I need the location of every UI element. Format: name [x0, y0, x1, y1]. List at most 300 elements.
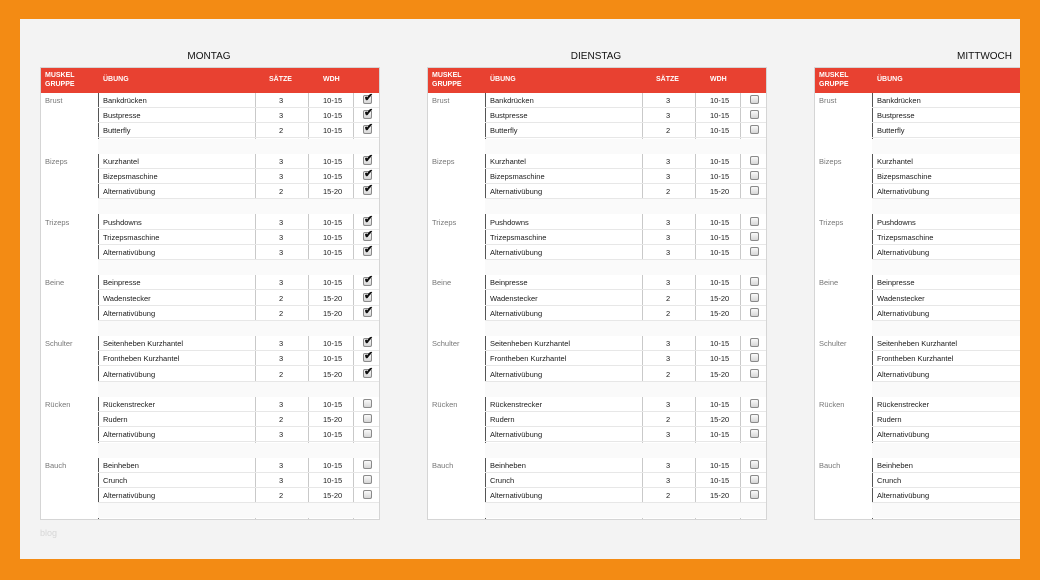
exercise-name: Trizepsmaschine: [490, 232, 547, 242]
checkbox-checked[interactable]: [363, 365, 374, 378]
checkbox-unchecked[interactable]: [750, 338, 759, 347]
reps-value: 10-15: [323, 430, 343, 440]
reps-value: 10-15: [710, 96, 730, 105]
exercise-name: Bankdrücken: [103, 96, 147, 105]
table-row: [872, 291, 1020, 306]
sets-value: 3: [666, 476, 671, 485]
exercise-name: Alternativübung: [877, 248, 930, 257]
header-wdh: WDH: [710, 76, 727, 83]
sets-value: 3: [666, 354, 671, 364]
table-row: [485, 367, 766, 382]
day-panel-dienstag: [427, 49, 765, 529]
exercise-name: Beinheben: [103, 460, 139, 470]
spacer-row: [872, 443, 1020, 458]
day-panel-mittwoch: [814, 49, 1020, 529]
reps-value: 10-15: [710, 278, 730, 288]
table-row: [98, 397, 379, 412]
sets-value: 2: [279, 126, 284, 136]
table-row: [98, 123, 379, 138]
checkbox-unchecked[interactable]: [750, 399, 759, 408]
reps-value: 10-15: [323, 339, 343, 349]
table-row: [98, 245, 379, 260]
table-row: [98, 275, 379, 290]
reps-value: 10-15: [710, 232, 730, 242]
exercise-name: Kurzhantel: [490, 156, 526, 166]
checkbox-unchecked[interactable]: [750, 110, 759, 119]
checkmark-icon: ✔: [364, 365, 374, 378]
table-row: [98, 473, 379, 488]
exercise-name: Rudern: [877, 415, 902, 425]
exercise-name: Alternativübung: [490, 430, 543, 440]
table-row: [98, 215, 379, 230]
table-row: [872, 108, 1020, 123]
workout-table: [814, 67, 1020, 520]
reps-value: 10-15: [710, 248, 730, 257]
reps-value: 10-15: [323, 172, 343, 181]
checkmark-icon: ✔: [364, 335, 374, 348]
muscle-group-label: Trizeps: [819, 217, 844, 227]
exercise-name: Crunch: [103, 476, 128, 485]
workout-table: [40, 67, 380, 520]
checkbox-checked[interactable]: [363, 274, 374, 287]
reps-value: 10-15: [710, 156, 730, 166]
spacer-row: [98, 503, 379, 518]
muscle-group-label: Bauch: [432, 460, 454, 470]
checkbox-checked[interactable]: [363, 289, 374, 302]
exercise-name: Pushdowns: [877, 217, 916, 227]
spacer-row: [485, 382, 766, 397]
training-plan-sheet: [20, 19, 1020, 559]
header-uebung: ÜBUNG: [103, 76, 129, 83]
sets-value: 2: [666, 369, 671, 379]
table-row: [485, 351, 766, 366]
checkbox-unchecked[interactable]: [750, 156, 759, 165]
muscle-group-label: Bauch: [45, 460, 67, 470]
table-row: [485, 215, 766, 230]
spacer-row: [485, 199, 766, 214]
exercise-name: Alternativübung: [103, 308, 156, 318]
muscle-group-label: Trizeps: [432, 217, 457, 227]
exercise-name: Beinpresse: [490, 278, 528, 288]
spacer-row: [98, 443, 379, 458]
reps-value: 15-20: [323, 293, 343, 303]
table-row: [98, 367, 379, 382]
checkmark-icon: ✔: [364, 92, 374, 104]
sets-value: 3: [279, 400, 284, 409]
table-row: [872, 230, 1020, 245]
sets-value: 3: [666, 248, 671, 257]
table-row: [98, 412, 379, 427]
sets-value: 3: [279, 156, 284, 166]
checkbox-unchecked[interactable]: [750, 293, 759, 302]
checkmark-icon: ✔: [364, 350, 374, 363]
sets-value: 2: [666, 293, 671, 303]
exercise-name: Bustpresse: [877, 111, 915, 121]
exercise-name: Seitenheben Kurzhantel: [877, 339, 958, 349]
sets-value: 3: [666, 156, 671, 166]
table-row: [485, 412, 766, 427]
reps-value: 10-15: [710, 339, 730, 349]
reps-value: 10-15: [710, 460, 730, 470]
muscle-group-label: Rücken: [819, 400, 845, 409]
sets-value: 2: [666, 308, 671, 318]
exercise-name: Butterfly: [490, 126, 518, 136]
spacer-row: [98, 260, 379, 275]
checkbox-unchecked[interactable]: [750, 232, 759, 241]
exercise-name: Kurzhantel: [877, 156, 913, 166]
exercise-name: Wadenstecker: [103, 293, 151, 303]
exercise-name: Alternativübung: [877, 430, 930, 440]
checkbox-unchecked[interactable]: [750, 460, 759, 469]
checkmark-icon: ✔: [364, 152, 374, 165]
checkbox-checked[interactable]: [363, 122, 374, 135]
checkbox-checked[interactable]: [363, 213, 374, 226]
muscle-group-label: Bizeps: [819, 156, 842, 166]
table-row: [485, 184, 766, 199]
table-row: [98, 184, 379, 199]
spacer-row: [98, 382, 379, 397]
checkbox-checked[interactable]: [363, 152, 374, 165]
reps-value: 10-15: [323, 354, 343, 364]
table-row: [485, 336, 766, 351]
table-row: [98, 108, 379, 123]
reps-value: 10-15: [323, 460, 343, 470]
spacer-row: [485, 139, 766, 154]
sets-value: 2: [279, 415, 284, 425]
checkbox-unchecked[interactable]: [363, 490, 372, 499]
table-row: [485, 230, 766, 245]
sets-value: 3: [666, 460, 671, 470]
exercise-name: Rückenstrecker: [877, 400, 930, 409]
sets-value: 3: [666, 217, 671, 227]
exercise-name: Bizepsmaschine: [103, 172, 158, 181]
table-row: [872, 412, 1020, 427]
muscle-group-label: Schulter: [45, 339, 73, 349]
sets-value: 2: [279, 491, 284, 501]
checkbox-checked[interactable]: [363, 168, 374, 180]
exercise-name: Beinheben: [490, 460, 526, 470]
muscle-group-label: Trizeps: [45, 217, 70, 227]
exercise-name: Pushdowns: [490, 217, 529, 227]
spacer-row: [485, 260, 766, 275]
day-title: MITTWOCH: [957, 51, 1012, 62]
checkbox-unchecked[interactable]: [363, 475, 372, 484]
exercise-name: Bustpresse: [490, 111, 528, 121]
sets-value: 2: [666, 491, 671, 501]
checkbox-unchecked[interactable]: [363, 460, 372, 469]
exercise-name: Alternativübung: [877, 369, 930, 379]
checkbox-unchecked[interactable]: [363, 429, 372, 438]
muscle-group-label: Bauch: [819, 460, 841, 470]
sets-value: 3: [279, 430, 284, 440]
table-row: [98, 351, 379, 366]
table-row: [485, 306, 766, 321]
header-muskelgruppe-line2: GRUPPE: [432, 81, 462, 88]
checkbox-unchecked[interactable]: [750, 369, 759, 378]
reps-value: 10-15: [323, 476, 343, 485]
exercise-name: Wadenstecker: [877, 293, 925, 303]
exercise-name: Frontheben Kurzhantel: [877, 354, 954, 364]
table-row: [98, 336, 379, 351]
checkmark-icon: ✔: [364, 304, 374, 317]
exercise-name: Alternativübung: [877, 491, 930, 501]
exercise-name: Wadenstecker: [490, 293, 538, 303]
muscle-group-label: Bizeps: [432, 156, 455, 166]
exercise-name: Alternativübung: [103, 430, 156, 440]
exercise-name: Alternativübung: [490, 248, 543, 257]
table-row: [98, 427, 379, 442]
table-row: [872, 123, 1020, 138]
sets-value: 3: [666, 400, 671, 409]
checkbox-unchecked[interactable]: [750, 186, 759, 195]
reps-value: 15-20: [323, 491, 343, 501]
sets-value: 3: [666, 430, 671, 440]
reps-value: 10-15: [710, 430, 730, 440]
sets-value: 3: [279, 217, 284, 227]
table-row: [872, 154, 1020, 169]
sets-value: 3: [279, 111, 284, 121]
checkbox-unchecked[interactable]: [750, 429, 759, 438]
reps-value: 10-15: [323, 156, 343, 166]
exercise-name: Crunch: [877, 476, 902, 485]
exercise-name: Seitenheben Kurzhantel: [103, 339, 184, 349]
checkmark-icon: ✔: [364, 107, 374, 120]
reps-value: 15-20: [710, 187, 730, 197]
exercise-name: Trizepsmaschine: [103, 232, 160, 242]
exercise-name: Alternativübung: [103, 491, 156, 501]
sets-value: 3: [279, 476, 284, 485]
exercise-name: Beinpresse: [877, 278, 915, 288]
spacer-row: [872, 139, 1020, 154]
table-row: [872, 169, 1020, 184]
table-row: [872, 215, 1020, 230]
header-uebung: ÜBUNG: [490, 76, 516, 83]
exercise-name: Kurzhantel: [103, 156, 139, 166]
exercise-name: Alternativübung: [877, 187, 930, 197]
sets-value: 2: [279, 369, 284, 379]
spacer-row: [872, 503, 1020, 518]
muscle-group-label: Schulter: [432, 339, 460, 349]
muscle-group-label: Bizeps: [45, 156, 68, 166]
header-muskelgruppe-line2: GRUPPE: [819, 81, 849, 88]
workout-table: [427, 67, 767, 520]
checkbox-unchecked[interactable]: [750, 475, 759, 484]
table-row: [485, 488, 766, 503]
checkmark-icon: ✔: [364, 228, 374, 241]
checkbox-unchecked[interactable]: [750, 353, 759, 362]
exercise-name: Alternativübung: [490, 308, 543, 318]
muscle-group-label: Rücken: [45, 400, 71, 409]
sets-value: 2: [666, 415, 671, 425]
exercise-name: Bizepsmaschine: [877, 172, 932, 181]
checkbox-checked[interactable]: [363, 92, 374, 104]
exercise-name: Butterfly: [877, 126, 905, 136]
table-row: [485, 93, 766, 108]
exercise-name: Trizepsmaschine: [877, 232, 934, 242]
header-saetze: SÄTZE: [656, 76, 679, 83]
reps-value: 10-15: [323, 96, 343, 105]
checkbox-unchecked[interactable]: [363, 414, 372, 423]
reps-value: 10-15: [323, 217, 343, 227]
reps-value: 15-20: [710, 491, 730, 501]
checkbox-checked[interactable]: [363, 183, 374, 196]
spacer-row: [98, 139, 379, 154]
reps-value: 10-15: [710, 354, 730, 364]
muscle-group-label: Beine: [432, 278, 452, 288]
table-row: [485, 154, 766, 169]
sets-value: 2: [666, 187, 671, 197]
spacer-row: [872, 260, 1020, 275]
reps-value: 10-15: [323, 126, 343, 136]
reps-value: 15-20: [323, 369, 343, 379]
table-row: [872, 184, 1020, 199]
table-row: [485, 275, 766, 290]
exercise-name: Butterfly: [103, 126, 131, 136]
table-row: [872, 473, 1020, 488]
table-header: [815, 68, 1020, 93]
checkbox-unchecked[interactable]: [750, 277, 759, 286]
exercise-name: Rückenstrecker: [103, 400, 156, 409]
exercise-name: Alternativübung: [490, 491, 543, 501]
checkmark-icon: ✔: [364, 168, 374, 180]
header-uebung: ÜBUNG: [877, 76, 903, 83]
table-row: [872, 306, 1020, 321]
reps-value: 15-20: [710, 369, 730, 379]
reps-value: 10-15: [710, 476, 730, 485]
table-row: [98, 169, 379, 184]
muscle-group-label: Brust: [432, 96, 450, 105]
watermark-text: blog: [40, 528, 58, 538]
sets-value: 3: [666, 111, 671, 121]
exercise-name: Rudern: [103, 415, 128, 425]
reps-value: 10-15: [323, 400, 343, 409]
checkbox-checked[interactable]: [363, 107, 374, 120]
checkbox-unchecked[interactable]: [750, 217, 759, 226]
muscle-group-label: Brust: [819, 96, 837, 105]
table-row: [872, 93, 1020, 108]
sets-value: 2: [279, 187, 284, 197]
table-row: [98, 488, 379, 503]
exercise-name: Seitenheben Kurzhantel: [490, 339, 571, 349]
sets-value: 2: [279, 293, 284, 303]
exercise-name: Frontheben Kurzhantel: [103, 354, 180, 364]
exercise-name: Bustpresse: [103, 111, 141, 121]
reps-value: 10-15: [323, 248, 343, 257]
checkbox-unchecked[interactable]: [750, 247, 759, 256]
table-row: [872, 458, 1020, 473]
spacer-row: [872, 382, 1020, 397]
sets-value: 3: [279, 460, 284, 470]
table-row: [485, 108, 766, 123]
table-row: [98, 291, 379, 306]
checkmark-icon: ✔: [364, 289, 374, 302]
sets-value: 3: [666, 278, 671, 288]
day-panel-montag: [40, 49, 378, 529]
sets-value: 3: [279, 354, 284, 364]
exercise-name: Rudern: [490, 415, 515, 425]
checkbox-unchecked[interactable]: [750, 308, 759, 317]
sets-value: 3: [279, 232, 284, 242]
muscle-group-label: Beine: [819, 278, 839, 288]
exercise-name: Frontheben Kurzhantel: [490, 354, 567, 364]
sets-value: 3: [666, 339, 671, 349]
table-row: [98, 93, 379, 108]
checkbox-unchecked[interactable]: [750, 171, 759, 180]
checkmark-icon: ✔: [364, 122, 374, 135]
exercise-name: Bankdrücken: [490, 96, 534, 105]
checkbox-checked[interactable]: [363, 244, 374, 256]
sets-value: 2: [666, 126, 671, 136]
muscle-group-label: Schulter: [819, 339, 847, 349]
exercise-name: Alternativübung: [103, 369, 156, 379]
table-row: [872, 336, 1020, 351]
sets-value: 3: [279, 96, 284, 105]
sets-value: 3: [279, 339, 284, 349]
table-row: [485, 473, 766, 488]
spacer-row: [98, 199, 379, 214]
muscle-group-label: Brust: [45, 96, 63, 105]
reps-value: 15-20: [323, 187, 343, 197]
spacer-row: [98, 321, 379, 336]
reps-value: 10-15: [710, 400, 730, 409]
table-row: [872, 245, 1020, 260]
table-row: [485, 123, 766, 138]
exercise-name: Alternativübung: [103, 248, 156, 257]
checkbox-checked[interactable]: [363, 335, 374, 348]
reps-value: 15-20: [710, 415, 730, 425]
table-header: [41, 68, 379, 93]
table-row: [485, 291, 766, 306]
table-row: [872, 488, 1020, 503]
exercise-name: Alternativübung: [490, 187, 543, 197]
checkbox-checked[interactable]: [363, 228, 374, 241]
reps-value: 10-15: [323, 278, 343, 288]
checkbox-unchecked[interactable]: [750, 95, 759, 104]
table-row: [485, 169, 766, 184]
reps-value: 10-15: [323, 111, 343, 121]
exercise-name: Bizepsmaschine: [490, 172, 545, 181]
table-row: [485, 458, 766, 473]
reps-value: 10-15: [710, 126, 730, 136]
table-row: [485, 397, 766, 412]
header-wdh: WDH: [323, 76, 340, 83]
reps-value: 15-20: [323, 308, 343, 318]
table-row: [98, 154, 379, 169]
checkbox-unchecked[interactable]: [363, 399, 372, 408]
spacer-row: [872, 321, 1020, 336]
sets-value: 3: [666, 232, 671, 242]
reps-value: 10-15: [323, 232, 343, 242]
checkmark-icon: ✔: [364, 183, 374, 196]
checkbox-checked[interactable]: [363, 350, 374, 363]
checkbox-unchecked[interactable]: [750, 414, 759, 423]
header-muskelgruppe-line1: MUSKEL: [819, 72, 849, 79]
exercise-name: Beinpresse: [103, 278, 141, 288]
checkmark-icon: ✔: [364, 244, 374, 256]
sets-value: 3: [666, 172, 671, 181]
reps-value: 15-20: [710, 308, 730, 318]
exercise-name: Alternativübung: [490, 369, 543, 379]
exercise-name: Alternativübung: [877, 308, 930, 318]
sets-value: 3: [279, 278, 284, 288]
checkbox-checked[interactable]: [363, 304, 374, 317]
sets-value: 2: [279, 308, 284, 318]
muscle-group-label: Beine: [45, 278, 65, 288]
checkbox-unchecked[interactable]: [750, 490, 759, 499]
spacer-row: [485, 321, 766, 336]
checkmark-icon: ✔: [364, 274, 374, 287]
checkbox-unchecked[interactable]: [750, 125, 759, 134]
